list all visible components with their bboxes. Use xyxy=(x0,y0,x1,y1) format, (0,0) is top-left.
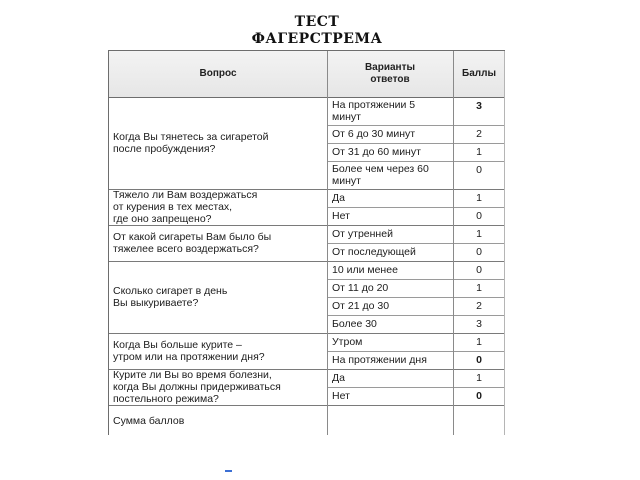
row-divider xyxy=(109,333,505,334)
option-label: 10 или менее xyxy=(332,264,398,276)
option-divider xyxy=(327,243,505,244)
column-divider-1 xyxy=(327,51,328,435)
header-divider xyxy=(109,97,505,98)
option-divider xyxy=(327,161,505,162)
document-title xyxy=(232,14,402,48)
option-label: От 6 до 30 минут xyxy=(332,128,416,140)
option-points: 1 xyxy=(476,372,482,384)
question-text: Когда Вы больше курите – утром или на протяжении дня? xyxy=(113,339,265,363)
total-label: Сумма баллов xyxy=(113,415,185,427)
option-label: Более 30 xyxy=(332,318,377,330)
column-divider-2 xyxy=(453,51,454,435)
cursor-mark xyxy=(225,470,232,472)
option-label: Да xyxy=(332,192,345,204)
row-divider xyxy=(109,405,505,406)
option-points: 1 xyxy=(476,336,482,348)
option-points: 1 xyxy=(476,146,482,158)
row-divider xyxy=(109,261,505,262)
option-points: 0 xyxy=(476,390,482,402)
option-points: 0 xyxy=(476,164,482,176)
option-divider xyxy=(327,279,505,280)
question-text: Сколько сигарет в день Вы выкуриваете? xyxy=(113,285,228,309)
title-line-1: ТЕСТ xyxy=(294,14,340,30)
question-text: Тяжело ли Вам воздержаться от курения в тех местах, где оно запрещено? xyxy=(113,189,258,225)
option-label: На протяжении дня xyxy=(332,354,427,366)
option-label: Нет xyxy=(332,390,350,402)
option-divider xyxy=(327,297,505,298)
question-text: Когда Вы тянетесь за сигаретой после пробуждения? xyxy=(113,131,269,155)
header-question: Вопрос xyxy=(199,68,237,79)
option-points: 0 xyxy=(476,246,482,258)
option-divider xyxy=(327,387,505,388)
option-points: 0 xyxy=(476,264,482,276)
option-divider xyxy=(327,207,505,208)
option-label: Более чем через 60 минут xyxy=(332,163,429,187)
option-divider xyxy=(327,315,505,316)
row-divider xyxy=(109,225,505,226)
option-divider xyxy=(327,351,505,352)
option-divider xyxy=(327,125,505,126)
option-label: От 11 до 20 xyxy=(332,282,389,294)
option-label: От 31 до 60 минут xyxy=(332,146,421,158)
option-points: 3 xyxy=(476,318,482,330)
option-label: Нет xyxy=(332,210,350,222)
option-label: От последующей xyxy=(332,246,416,258)
option-label: От 21 до 30 xyxy=(332,300,390,312)
option-points: 1 xyxy=(476,192,482,204)
option-label: Утром xyxy=(332,336,363,348)
option-points: 1 xyxy=(476,228,482,240)
option-points: 2 xyxy=(476,128,482,140)
option-points: 0 xyxy=(476,354,482,366)
option-points: 3 xyxy=(476,100,482,112)
fagerstrom-table xyxy=(108,50,505,435)
question-text: От какой сигареты Вам было бы тяжелее всего воздержаться? xyxy=(113,231,272,255)
table-right-border xyxy=(504,51,505,435)
question-text: Курите ли Вы во время болезни, когда Вы должны придерживаться постельного режима? xyxy=(113,369,281,405)
title-line-2: ФАГЕРСТРЕМА xyxy=(251,31,383,47)
option-points: 0 xyxy=(476,210,482,222)
option-label: Да xyxy=(332,372,345,384)
header-points: Баллы xyxy=(462,68,496,79)
header-options: Варианты ответов xyxy=(364,62,416,85)
option-points: 2 xyxy=(476,300,482,312)
option-divider xyxy=(327,143,505,144)
option-points: 1 xyxy=(476,282,482,294)
option-label: На протяжении 5 минут xyxy=(332,99,416,123)
option-label: От утренней xyxy=(332,228,393,240)
